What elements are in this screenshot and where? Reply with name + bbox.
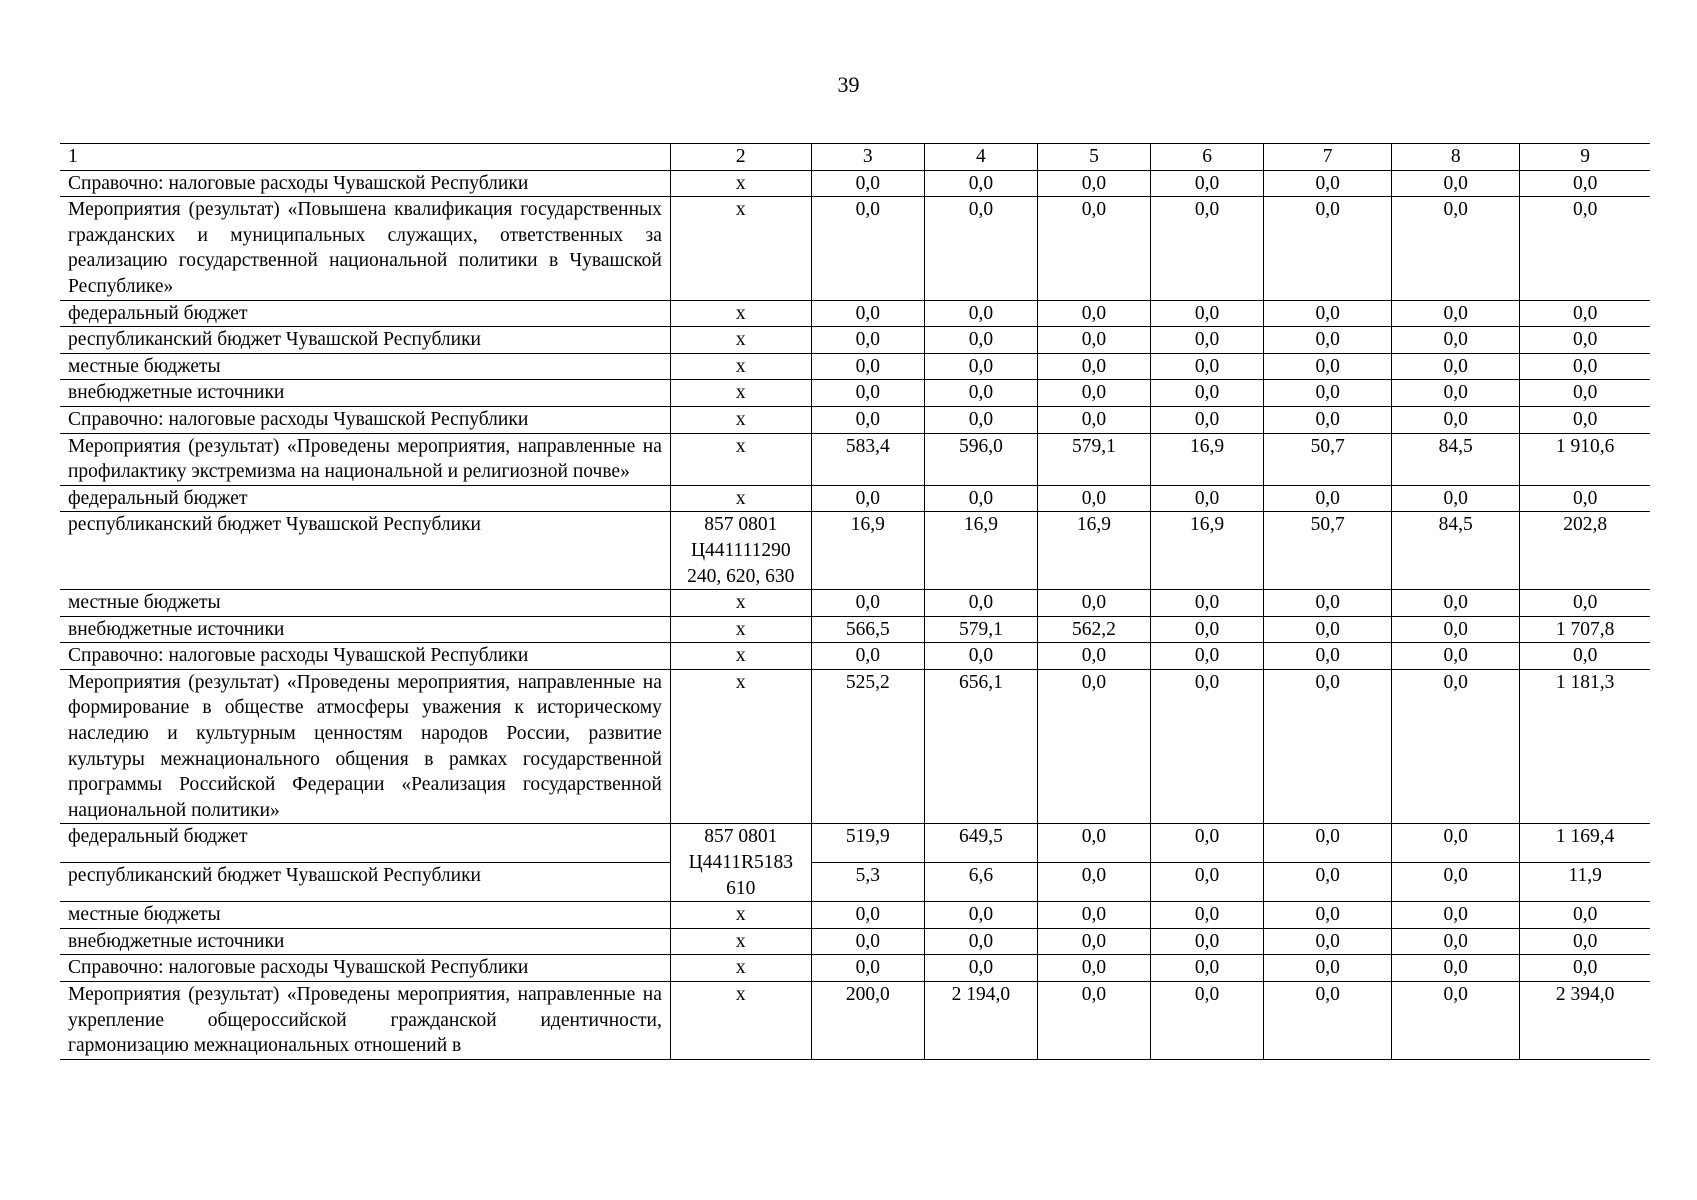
value-cell: 0,0 xyxy=(1151,300,1264,327)
value-cell: 649,5 xyxy=(924,824,1037,863)
value-cell: 0,0 xyxy=(1264,590,1392,617)
value-cell: 0,0 xyxy=(1151,824,1264,863)
value-cell: 0,0 xyxy=(1037,643,1150,670)
table-row xyxy=(60,485,1650,512)
value-cell: 0,0 xyxy=(1151,669,1264,824)
row-label: внебюджетные источники xyxy=(60,616,670,643)
table-row xyxy=(60,300,1650,327)
value-cell: 519,9 xyxy=(811,824,924,863)
column-header: 1 xyxy=(60,144,670,171)
value-cell: 0,0 xyxy=(924,902,1037,929)
value-cell: 0,0 xyxy=(1264,380,1392,407)
budget-code: x xyxy=(670,197,811,300)
value-cell: 16,9 xyxy=(1037,512,1150,590)
table-row xyxy=(60,512,1650,590)
value-cell: 0,0 xyxy=(1151,170,1264,197)
value-cell: 0,0 xyxy=(811,590,924,617)
table-row xyxy=(60,982,1650,1060)
value-cell: 566,5 xyxy=(811,616,924,643)
value-cell: 0,0 xyxy=(1151,327,1264,354)
value-cell: 0,0 xyxy=(811,902,924,929)
value-cell: 0,0 xyxy=(1520,485,1650,512)
value-cell: 1 181,3 xyxy=(1520,669,1650,824)
value-cell: 0,0 xyxy=(1151,380,1264,407)
value-cell: 0,0 xyxy=(1520,170,1650,197)
value-cell: 0,0 xyxy=(924,197,1037,300)
budget-code: x xyxy=(670,643,811,670)
value-cell: 0,0 xyxy=(1392,863,1520,902)
table-row xyxy=(60,590,1650,617)
value-cell: 0,0 xyxy=(1392,955,1520,982)
value-cell: 0,0 xyxy=(1151,485,1264,512)
value-cell: 0,0 xyxy=(1264,955,1392,982)
value-cell: 583,4 xyxy=(811,433,924,485)
value-cell: 2 194,0 xyxy=(924,982,1037,1060)
value-cell: 0,0 xyxy=(811,485,924,512)
value-cell: 16,9 xyxy=(1151,512,1264,590)
value-cell: 0,0 xyxy=(1392,300,1520,327)
value-cell: 0,0 xyxy=(1151,863,1264,902)
value-cell: 0,0 xyxy=(811,300,924,327)
row-label: внебюджетные источники xyxy=(60,380,670,407)
value-cell: 16,9 xyxy=(1151,433,1264,485)
value-cell: 0,0 xyxy=(924,928,1037,955)
value-cell: 562,2 xyxy=(1037,616,1150,643)
value-cell: 0,0 xyxy=(1264,928,1392,955)
table-row xyxy=(60,433,1650,485)
value-cell: 579,1 xyxy=(924,616,1037,643)
row-label: республиканский бюджет Чувашской Республики xyxy=(60,327,670,354)
value-cell: 0,0 xyxy=(1264,170,1392,197)
value-cell: 0,0 xyxy=(811,643,924,670)
value-cell: 0,0 xyxy=(1520,380,1650,407)
budget-code: x xyxy=(670,380,811,407)
value-cell: 0,0 xyxy=(1037,863,1150,902)
budget-code: x xyxy=(670,590,811,617)
value-cell: 0,0 xyxy=(1520,406,1650,433)
budget-code: x xyxy=(670,485,811,512)
value-cell: 0,0 xyxy=(1264,197,1392,300)
value-cell: 0,0 xyxy=(1037,197,1150,300)
row-label: федеральный бюджет xyxy=(60,824,670,863)
row-label: республиканский бюджет Чувашской Республики xyxy=(60,863,670,902)
budget-code: x xyxy=(670,353,811,380)
page-number: 39 xyxy=(837,72,860,97)
value-cell: 0,0 xyxy=(1392,197,1520,300)
value-cell: 0,0 xyxy=(1520,902,1650,929)
value-cell: 0,0 xyxy=(1392,928,1520,955)
value-cell: 0,0 xyxy=(1264,300,1392,327)
row-label: Справочно: налоговые расходы Чувашской Республики xyxy=(60,170,670,197)
value-cell: 0,0 xyxy=(1151,197,1264,300)
value-cell: 0,0 xyxy=(924,643,1037,670)
value-cell: 0,0 xyxy=(924,327,1037,354)
row-label: Мероприятия (результат) «Проведены мероприятия, направленные на формирование в обществе атмосферы уважения к историческому наследию и культурным ценностям народов России, развитие культуры межнационального общения в рамках государственной программы Российской Федерации «Реализация государственной национальной политики» xyxy=(60,669,670,824)
table-row xyxy=(60,616,1650,643)
value-cell: 0,0 xyxy=(1264,982,1392,1060)
value-cell: 0,0 xyxy=(1037,982,1150,1060)
value-cell: 50,7 xyxy=(1264,433,1392,485)
value-cell: 200,0 xyxy=(811,982,924,1060)
value-cell: 0,0 xyxy=(1392,170,1520,197)
value-cell: 0,0 xyxy=(1264,616,1392,643)
row-label: Мероприятия (результат) «Проведены мероприятия, направленные на профилактику экстремизма на национальной и религиозной почве» xyxy=(60,433,670,485)
value-cell: 0,0 xyxy=(1264,824,1392,863)
value-cell: 5,3 xyxy=(811,863,924,902)
row-label: республиканский бюджет Чувашской Республики xyxy=(60,512,670,590)
value-cell: 0,0 xyxy=(1037,824,1150,863)
value-cell: 0,0 xyxy=(1037,485,1150,512)
value-cell: 0,0 xyxy=(1037,406,1150,433)
table-row xyxy=(60,928,1650,955)
value-cell: 0,0 xyxy=(1151,902,1264,929)
table-row xyxy=(60,902,1650,929)
value-cell: 0,0 xyxy=(1264,863,1392,902)
value-cell: 0,0 xyxy=(1264,406,1392,433)
column-header: 9 xyxy=(1520,144,1650,171)
table-row xyxy=(60,380,1650,407)
value-cell: 0,0 xyxy=(1520,955,1650,982)
value-cell: 0,0 xyxy=(924,353,1037,380)
row-label: местные бюджеты xyxy=(60,590,670,617)
value-cell: 0,0 xyxy=(1520,197,1650,300)
value-cell: 0,0 xyxy=(1392,669,1520,824)
column-header: 2 xyxy=(670,144,811,171)
value-cell: 0,0 xyxy=(1392,643,1520,670)
row-label: Справочно: налоговые расходы Чувашской Республики xyxy=(60,955,670,982)
row-label: Мероприятия (результат) «Повышена квалификация государственных гражданских и муниципальных служащих, ответственных за реализацию государственной национальной политики в Чувашской Республике» xyxy=(60,197,670,300)
row-label: местные бюджеты xyxy=(60,353,670,380)
value-cell: 0,0 xyxy=(1037,300,1150,327)
value-cell: 0,0 xyxy=(811,406,924,433)
row-label: Справочно: налоговые расходы Чувашской Республики xyxy=(60,643,670,670)
value-cell: 0,0 xyxy=(1392,616,1520,643)
value-cell: 0,0 xyxy=(1520,643,1650,670)
header-row xyxy=(60,144,1650,171)
value-cell: 0,0 xyxy=(1037,170,1150,197)
column-header: 5 xyxy=(1037,144,1150,171)
value-cell: 0,0 xyxy=(811,170,924,197)
value-cell: 0,0 xyxy=(1392,590,1520,617)
value-cell: 596,0 xyxy=(924,433,1037,485)
budget-code: x xyxy=(670,669,811,824)
column-header: 8 xyxy=(1392,144,1520,171)
value-cell: 0,0 xyxy=(811,955,924,982)
value-cell: 0,0 xyxy=(1151,590,1264,617)
budget-code: x xyxy=(670,170,811,197)
value-cell: 50,7 xyxy=(1264,512,1392,590)
budget-code: x xyxy=(670,955,811,982)
value-cell: 0,0 xyxy=(1037,955,1150,982)
budget-code: x xyxy=(670,406,811,433)
column-header: 7 xyxy=(1264,144,1392,171)
value-cell: 0,0 xyxy=(924,406,1037,433)
value-cell: 0,0 xyxy=(924,170,1037,197)
value-cell: 0,0 xyxy=(1392,982,1520,1060)
budget-code: x xyxy=(670,300,811,327)
value-cell: 0,0 xyxy=(1037,928,1150,955)
value-cell: 0,0 xyxy=(1037,669,1150,824)
column-header: 6 xyxy=(1151,144,1264,171)
table-row xyxy=(60,406,1650,433)
value-cell: 0,0 xyxy=(1520,928,1650,955)
value-cell: 202,8 xyxy=(1520,512,1650,590)
value-cell: 0,0 xyxy=(924,590,1037,617)
table-row xyxy=(60,327,1650,354)
table-row xyxy=(60,353,1650,380)
row-label: федеральный бюджет xyxy=(60,485,670,512)
value-cell: 1 169,4 xyxy=(1520,824,1650,863)
value-cell: 0,0 xyxy=(1392,406,1520,433)
budget-code: 857 0801 Ц441111290 240, 620, 630 xyxy=(670,512,811,590)
value-cell: 0,0 xyxy=(1264,327,1392,354)
budget-code: 857 0801 Ц4411R5183 610 xyxy=(670,824,811,902)
table-row xyxy=(60,955,1650,982)
table-row xyxy=(60,197,1650,300)
value-cell: 0,0 xyxy=(1151,643,1264,670)
value-cell: 16,9 xyxy=(811,512,924,590)
value-cell: 579,1 xyxy=(1037,433,1150,485)
value-cell: 0,0 xyxy=(1151,955,1264,982)
value-cell: 0,0 xyxy=(1264,902,1392,929)
budget-code: x xyxy=(670,616,811,643)
value-cell: 0,0 xyxy=(1037,380,1150,407)
row-label: федеральный бюджет xyxy=(60,300,670,327)
value-cell: 0,0 xyxy=(1037,353,1150,380)
value-cell: 0,0 xyxy=(1392,902,1520,929)
value-cell: 16,9 xyxy=(924,512,1037,590)
budget-table xyxy=(60,143,1650,1060)
value-cell: 525,2 xyxy=(811,669,924,824)
value-cell: 656,1 xyxy=(924,669,1037,824)
value-cell: 6,6 xyxy=(924,863,1037,902)
value-cell: 1 707,8 xyxy=(1520,616,1650,643)
value-cell: 0,0 xyxy=(1392,824,1520,863)
row-label: Справочно: налоговые расходы Чувашской Республики xyxy=(60,406,670,433)
value-cell: 0,0 xyxy=(1037,902,1150,929)
value-cell: 84,5 xyxy=(1392,433,1520,485)
budget-code: x xyxy=(670,433,811,485)
value-cell: 0,0 xyxy=(1520,300,1650,327)
column-header: 3 xyxy=(811,144,924,171)
value-cell: 0,0 xyxy=(924,380,1037,407)
value-cell: 0,0 xyxy=(1520,353,1650,380)
table-row xyxy=(60,643,1650,670)
value-cell: 0,0 xyxy=(1392,380,1520,407)
budget-code: x xyxy=(670,902,811,929)
value-cell: 0,0 xyxy=(1392,327,1520,354)
value-cell: 0,0 xyxy=(811,928,924,955)
value-cell: 0,0 xyxy=(811,327,924,354)
value-cell: 0,0 xyxy=(1264,485,1392,512)
value-cell: 0,0 xyxy=(1264,669,1392,824)
row-label: Мероприятия (результат) «Проведены мероприятия, направленные на укрепление общероссийской гражданской идентичности, гармонизацию межнациональных отношений в xyxy=(60,982,670,1060)
table-row xyxy=(60,824,1650,863)
value-cell: 0,0 xyxy=(1392,485,1520,512)
value-cell: 0,0 xyxy=(811,197,924,300)
value-cell: 0,0 xyxy=(811,353,924,380)
value-cell: 2 394,0 xyxy=(1520,982,1650,1060)
value-cell: 84,5 xyxy=(1392,512,1520,590)
value-cell: 0,0 xyxy=(1037,590,1150,617)
budget-code: x xyxy=(670,982,811,1060)
value-cell: 0,0 xyxy=(1264,353,1392,380)
value-cell: 11,9 xyxy=(1520,863,1650,902)
budget-code: x xyxy=(670,327,811,354)
value-cell: 0,0 xyxy=(1264,643,1392,670)
value-cell: 0,0 xyxy=(1392,353,1520,380)
value-cell: 0,0 xyxy=(1520,590,1650,617)
row-label: внебюджетные источники xyxy=(60,928,670,955)
table-row xyxy=(60,669,1650,824)
value-cell: 0,0 xyxy=(1151,406,1264,433)
value-cell: 0,0 xyxy=(1151,928,1264,955)
column-header: 4 xyxy=(924,144,1037,171)
value-cell: 0,0 xyxy=(1151,616,1264,643)
value-cell: 1 910,6 xyxy=(1520,433,1650,485)
table-row xyxy=(60,170,1650,197)
value-cell: 0,0 xyxy=(924,485,1037,512)
value-cell: 0,0 xyxy=(1151,353,1264,380)
row-label: местные бюджеты xyxy=(60,902,670,929)
value-cell: 0,0 xyxy=(811,380,924,407)
value-cell: 0,0 xyxy=(1520,327,1650,354)
value-cell: 0,0 xyxy=(924,955,1037,982)
value-cell: 0,0 xyxy=(1037,327,1150,354)
budget-code: x xyxy=(670,928,811,955)
value-cell: 0,0 xyxy=(924,300,1037,327)
value-cell: 0,0 xyxy=(1151,982,1264,1060)
table-row xyxy=(60,863,1650,902)
